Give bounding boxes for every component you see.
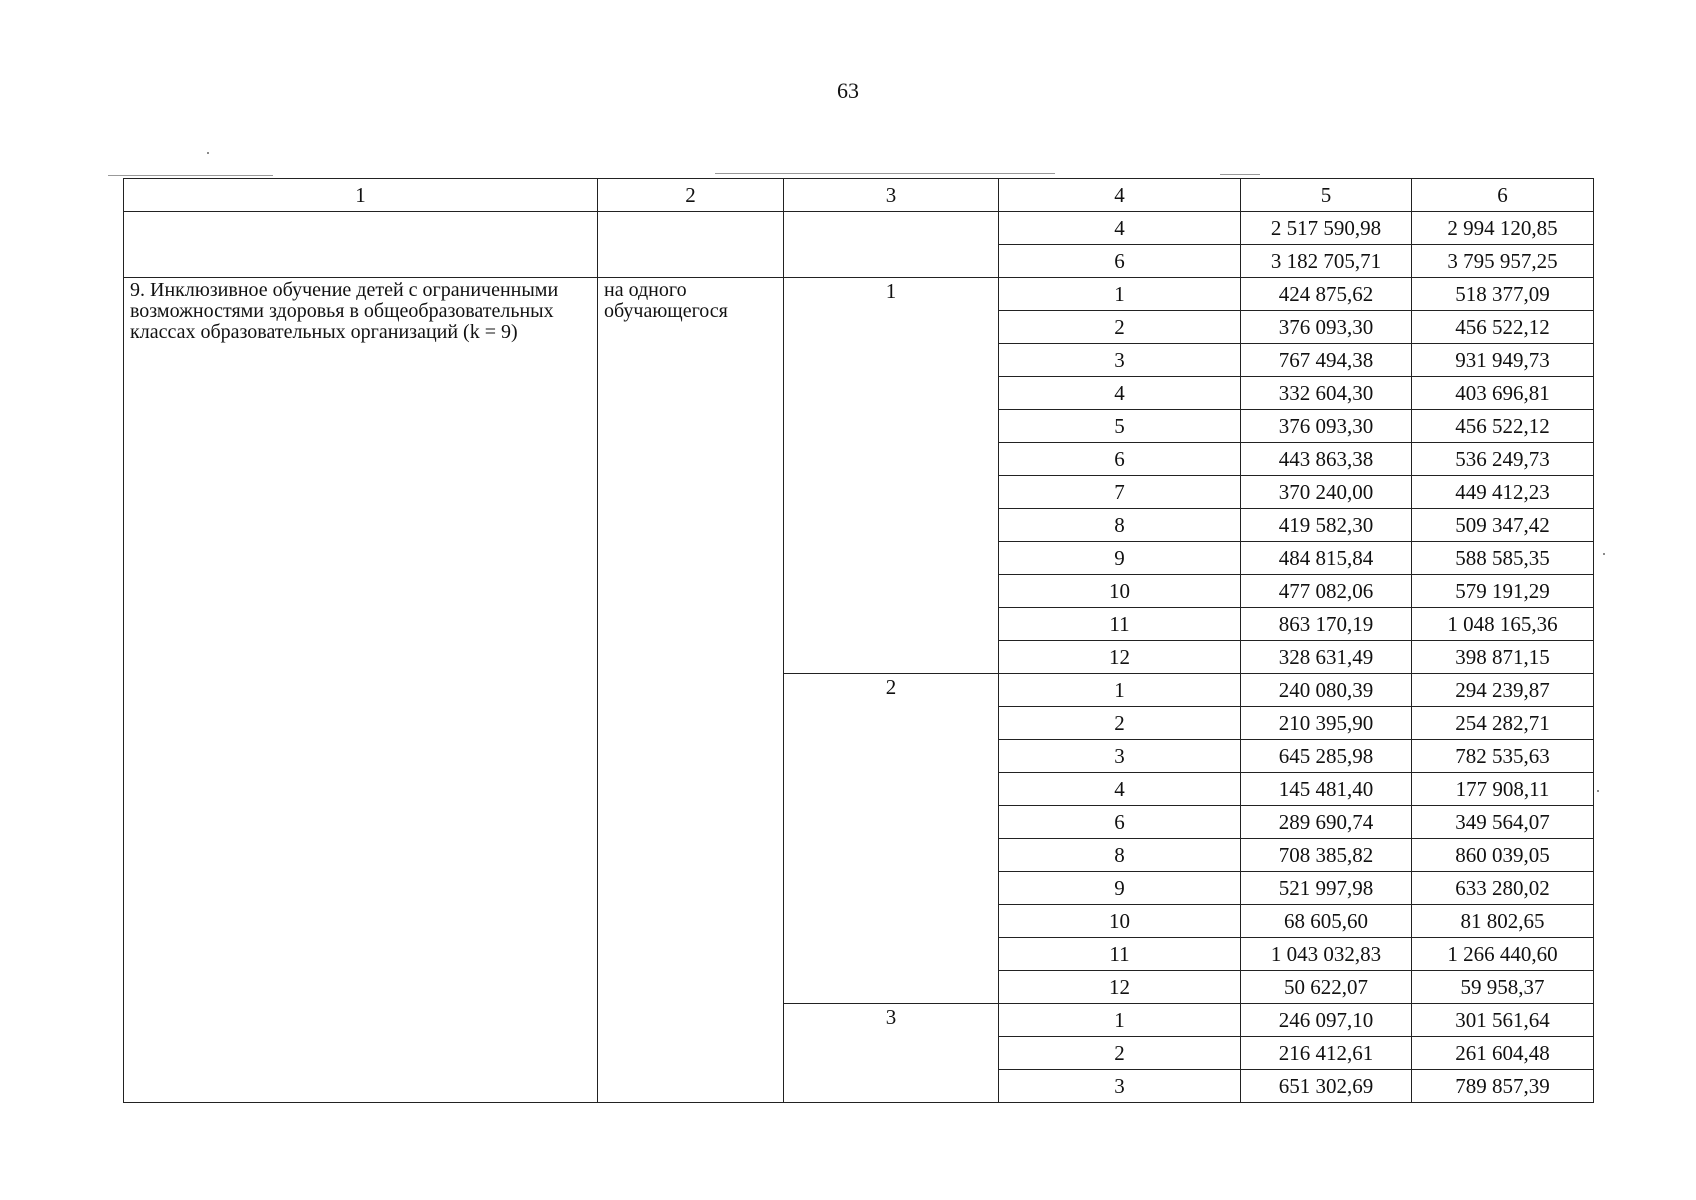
header-cell-col2: 2 [598,179,784,212]
table-row [124,278,1594,311]
cell-col6: 536 249,73 [1412,443,1594,476]
cell-col6: 1 266 440,60 [1412,938,1594,971]
cell-col6: 59 958,37 [1412,971,1594,1004]
cell-col4: 6 [999,806,1241,839]
cell-col6: 449 412,23 [1412,476,1594,509]
continued-cell-col2 [598,212,784,278]
header-cell-col5: 5 [1241,179,1412,212]
cell-col4: 2 [999,1037,1241,1070]
cell-col6: 1 048 165,36 [1412,608,1594,641]
cell-col5: 521 997,98 [1241,872,1412,905]
cell-col4: 4 [999,773,1241,806]
cell-col5: 645 285,98 [1241,740,1412,773]
cell-col5: 3 182 705,71 [1241,245,1412,278]
cell-col6: 261 604,48 [1412,1037,1594,1070]
cell-col5: 2 517 590,98 [1241,212,1412,245]
cell-col4: 3 [999,344,1241,377]
cell-col5: 443 863,38 [1241,443,1412,476]
scan-artifact-line [108,175,273,176]
cell-col5: 289 690,74 [1241,806,1412,839]
cell-col5: 863 170,19 [1241,608,1412,641]
cell-col5: 370 240,00 [1241,476,1412,509]
cell-col6: 456 522,12 [1412,311,1594,344]
cell-col5: 376 093,30 [1241,410,1412,443]
cell-col4: 2 [999,311,1241,344]
cell-col5: 477 082,06 [1241,575,1412,608]
cell-col4: 10 [999,905,1241,938]
table-row [124,212,1594,245]
cell-col4: 1 [999,278,1241,311]
cell-col6: 782 535,63 [1412,740,1594,773]
cell-col4: 9 [999,542,1241,575]
cell-col4: 1 [999,674,1241,707]
cell-col5: 419 582,30 [1241,509,1412,542]
item-unit: на одного обучающегося [598,278,784,1103]
group-number: 2 [784,674,999,1004]
header-row [124,179,1594,212]
cell-col4: 12 [999,971,1241,1004]
scan-artifact-speck [207,152,209,154]
header-cell-col3: 3 [784,179,999,212]
cell-col4: 11 [999,938,1241,971]
cell-col6: 579 191,29 [1412,575,1594,608]
cell-col6: 789 857,39 [1412,1070,1594,1103]
cell-col4: 7 [999,476,1241,509]
cell-col4: 6 [999,245,1241,278]
cell-col5: 246 097,10 [1241,1004,1412,1037]
cell-col6: 509 347,42 [1412,509,1594,542]
page-number: 63 [837,78,859,103]
cell-col4: 3 [999,740,1241,773]
cell-col4: 3 [999,1070,1241,1103]
data-table [123,178,1594,1103]
header-cell-col6: 6 [1412,179,1594,212]
cell-col4: 6 [999,443,1241,476]
cell-col6: 2 994 120,85 [1412,212,1594,245]
cell-col4: 11 [999,608,1241,641]
cell-col6: 81 802,65 [1412,905,1594,938]
cell-col4: 8 [999,839,1241,872]
cell-col6: 3 795 957,25 [1412,245,1594,278]
cell-col5: 376 093,30 [1241,311,1412,344]
item-description: 9. Инклюзивное обучение детей с ограниченными возможностями здоровья в общеобразовательных классах образовательных организаций (k = 9) [124,278,598,1103]
cell-col6: 254 282,71 [1412,707,1594,740]
cell-col5: 50 622,07 [1241,971,1412,1004]
cell-col5: 145 481,40 [1241,773,1412,806]
cell-col5: 328 631,49 [1241,641,1412,674]
cell-col5: 424 875,62 [1241,278,1412,311]
cell-col6: 398 871,15 [1412,641,1594,674]
cell-col5: 240 080,39 [1241,674,1412,707]
cell-col6: 633 280,02 [1412,872,1594,905]
cell-col6: 860 039,05 [1412,839,1594,872]
cell-col4: 12 [999,641,1241,674]
header-cell-col4: 4 [999,179,1241,212]
cell-col5: 484 815,84 [1241,542,1412,575]
cell-col5: 332 604,30 [1241,377,1412,410]
cell-col6: 301 561,64 [1412,1004,1594,1037]
cell-col6: 177 908,11 [1412,773,1594,806]
continued-cell-col3 [784,212,999,278]
scan-artifact-line [1220,174,1260,175]
scan-artifact-speck [1597,790,1599,792]
cell-col5: 651 302,69 [1241,1070,1412,1103]
cell-col5: 708 385,82 [1241,839,1412,872]
cell-col6: 403 696,81 [1412,377,1594,410]
continued-cell-col1 [124,212,598,278]
cell-col4: 4 [999,212,1241,245]
cell-col6: 588 585,35 [1412,542,1594,575]
cell-col5: 68 605,60 [1241,905,1412,938]
cell-col4: 4 [999,377,1241,410]
cell-col4: 10 [999,575,1241,608]
header-cell-col1: 1 [124,179,598,212]
scan-artifact-speck [1603,553,1605,555]
cell-col4: 1 [999,1004,1241,1037]
cell-col4: 5 [999,410,1241,443]
cell-col6: 294 239,87 [1412,674,1594,707]
cell-col4: 9 [999,872,1241,905]
cell-col5: 210 395,90 [1241,707,1412,740]
scan-artifact-line [715,173,1055,174]
cell-col4: 8 [999,509,1241,542]
group-number: 1 [784,278,999,674]
cell-col6: 518 377,09 [1412,278,1594,311]
cell-col5: 767 494,38 [1241,344,1412,377]
cell-col4: 2 [999,707,1241,740]
cell-col5: 216 412,61 [1241,1037,1412,1070]
group-number: 3 [784,1004,999,1103]
cell-col6: 456 522,12 [1412,410,1594,443]
cell-col6: 349 564,07 [1412,806,1594,839]
cell-col5: 1 043 032,83 [1241,938,1412,971]
cell-col6: 931 949,73 [1412,344,1594,377]
